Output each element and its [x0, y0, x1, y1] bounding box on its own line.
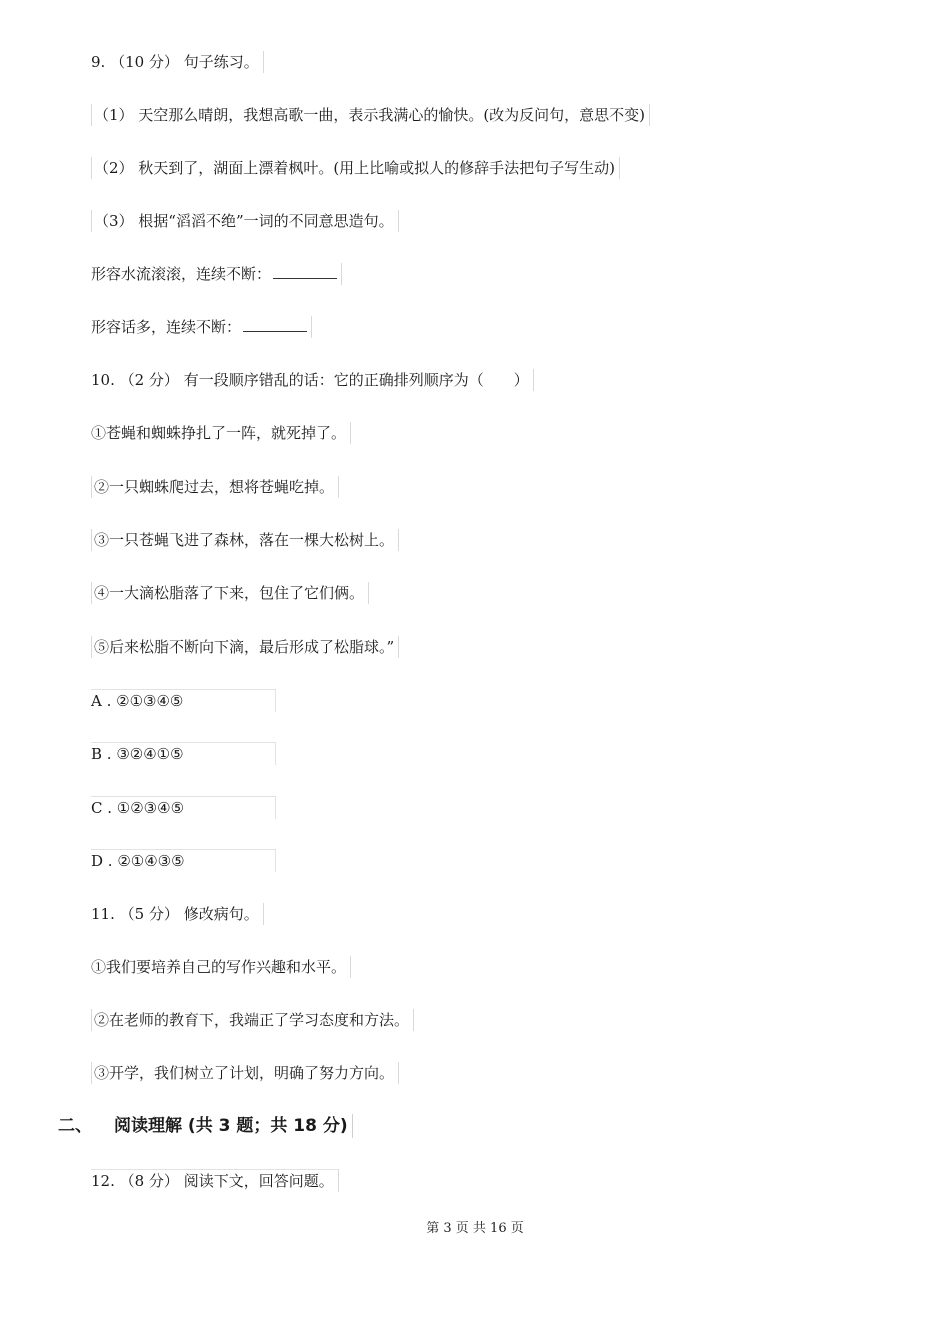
q10-option-a[interactable]: A . ②①③④⑤ [91, 689, 276, 712]
q10-option-d[interactable]: D . ②①④③⑤ [91, 849, 276, 872]
q11-sentence-1: ①我们要培养自己的写作兴趣和水平。 [91, 956, 351, 978]
section-heading [58, 1114, 353, 1138]
q9-fill1-label: 形容水流滚滚，连续不断： [91, 265, 272, 283]
q11-sentence-2: ②在老师的教育下，我端正了学习态度和方法。 [91, 1009, 414, 1031]
answer-blank[interactable] [273, 264, 337, 279]
q10-header: 10. （2 分） 有一段顺序错乱的话：它的正确排列顺序为（ ） [91, 369, 534, 391]
q9-fill2-label: 形容话多，连续不断： [91, 318, 242, 336]
q10-option-c[interactable]: C . ①②③④⑤ [91, 796, 276, 819]
q11-header: 11. （5 分） 修改病句。 [91, 903, 264, 925]
q9-part3: （3） 根据“滔滔不绝”一词的不同意思造句。 [91, 210, 399, 232]
q10-sentence-3: ③一只苍蝇飞进了森林，落在一棵大松树上。 [91, 529, 399, 551]
q10-sentence-2: ②一只蜘蛛爬过去，想将苍蝇吃掉。 [91, 476, 339, 498]
q11-sentence-3: ③开学，我们树立了计划，明确了努力方向。 [91, 1062, 399, 1084]
section-number: 二、 [58, 1116, 92, 1136]
q10-sentence-5: ⑤后来松脂不断向下滴，最后形成了松脂球。” [91, 636, 399, 658]
q10-sentence-1: ①苍蝇和蜘蛛挣扎了一阵，就死掉了。 [91, 422, 351, 444]
q9-header: 9. （10 分） 句子练习。 [91, 51, 264, 73]
q9-part1: （1） 天空那么晴朗，我想高歌一曲，表示我满心的愉快。(改为反问句，意思不变) [91, 104, 650, 126]
page-footer: 第 3 页 共 16 页 [426, 1221, 524, 1236]
section-title: 阅读理解 (共 3 题；共 18 分) [114, 1116, 348, 1136]
q12-header: 12. （8 分） 阅读下文，回答问题。 [91, 1169, 339, 1192]
q10-sentence-4: ④一大滴松脂落了下来，包住了它们俩。 [91, 582, 369, 604]
q9-part2: （2） 秋天到了，湖面上漂着枫叶。(用上比喻或拟人的修辞手法把句子写生动) [91, 157, 620, 179]
q9-fill1 [91, 263, 342, 285]
q10-option-b[interactable]: B . ③②④①⑤ [91, 742, 276, 765]
answer-blank[interactable] [243, 317, 307, 332]
q9-fill2 [91, 316, 312, 338]
